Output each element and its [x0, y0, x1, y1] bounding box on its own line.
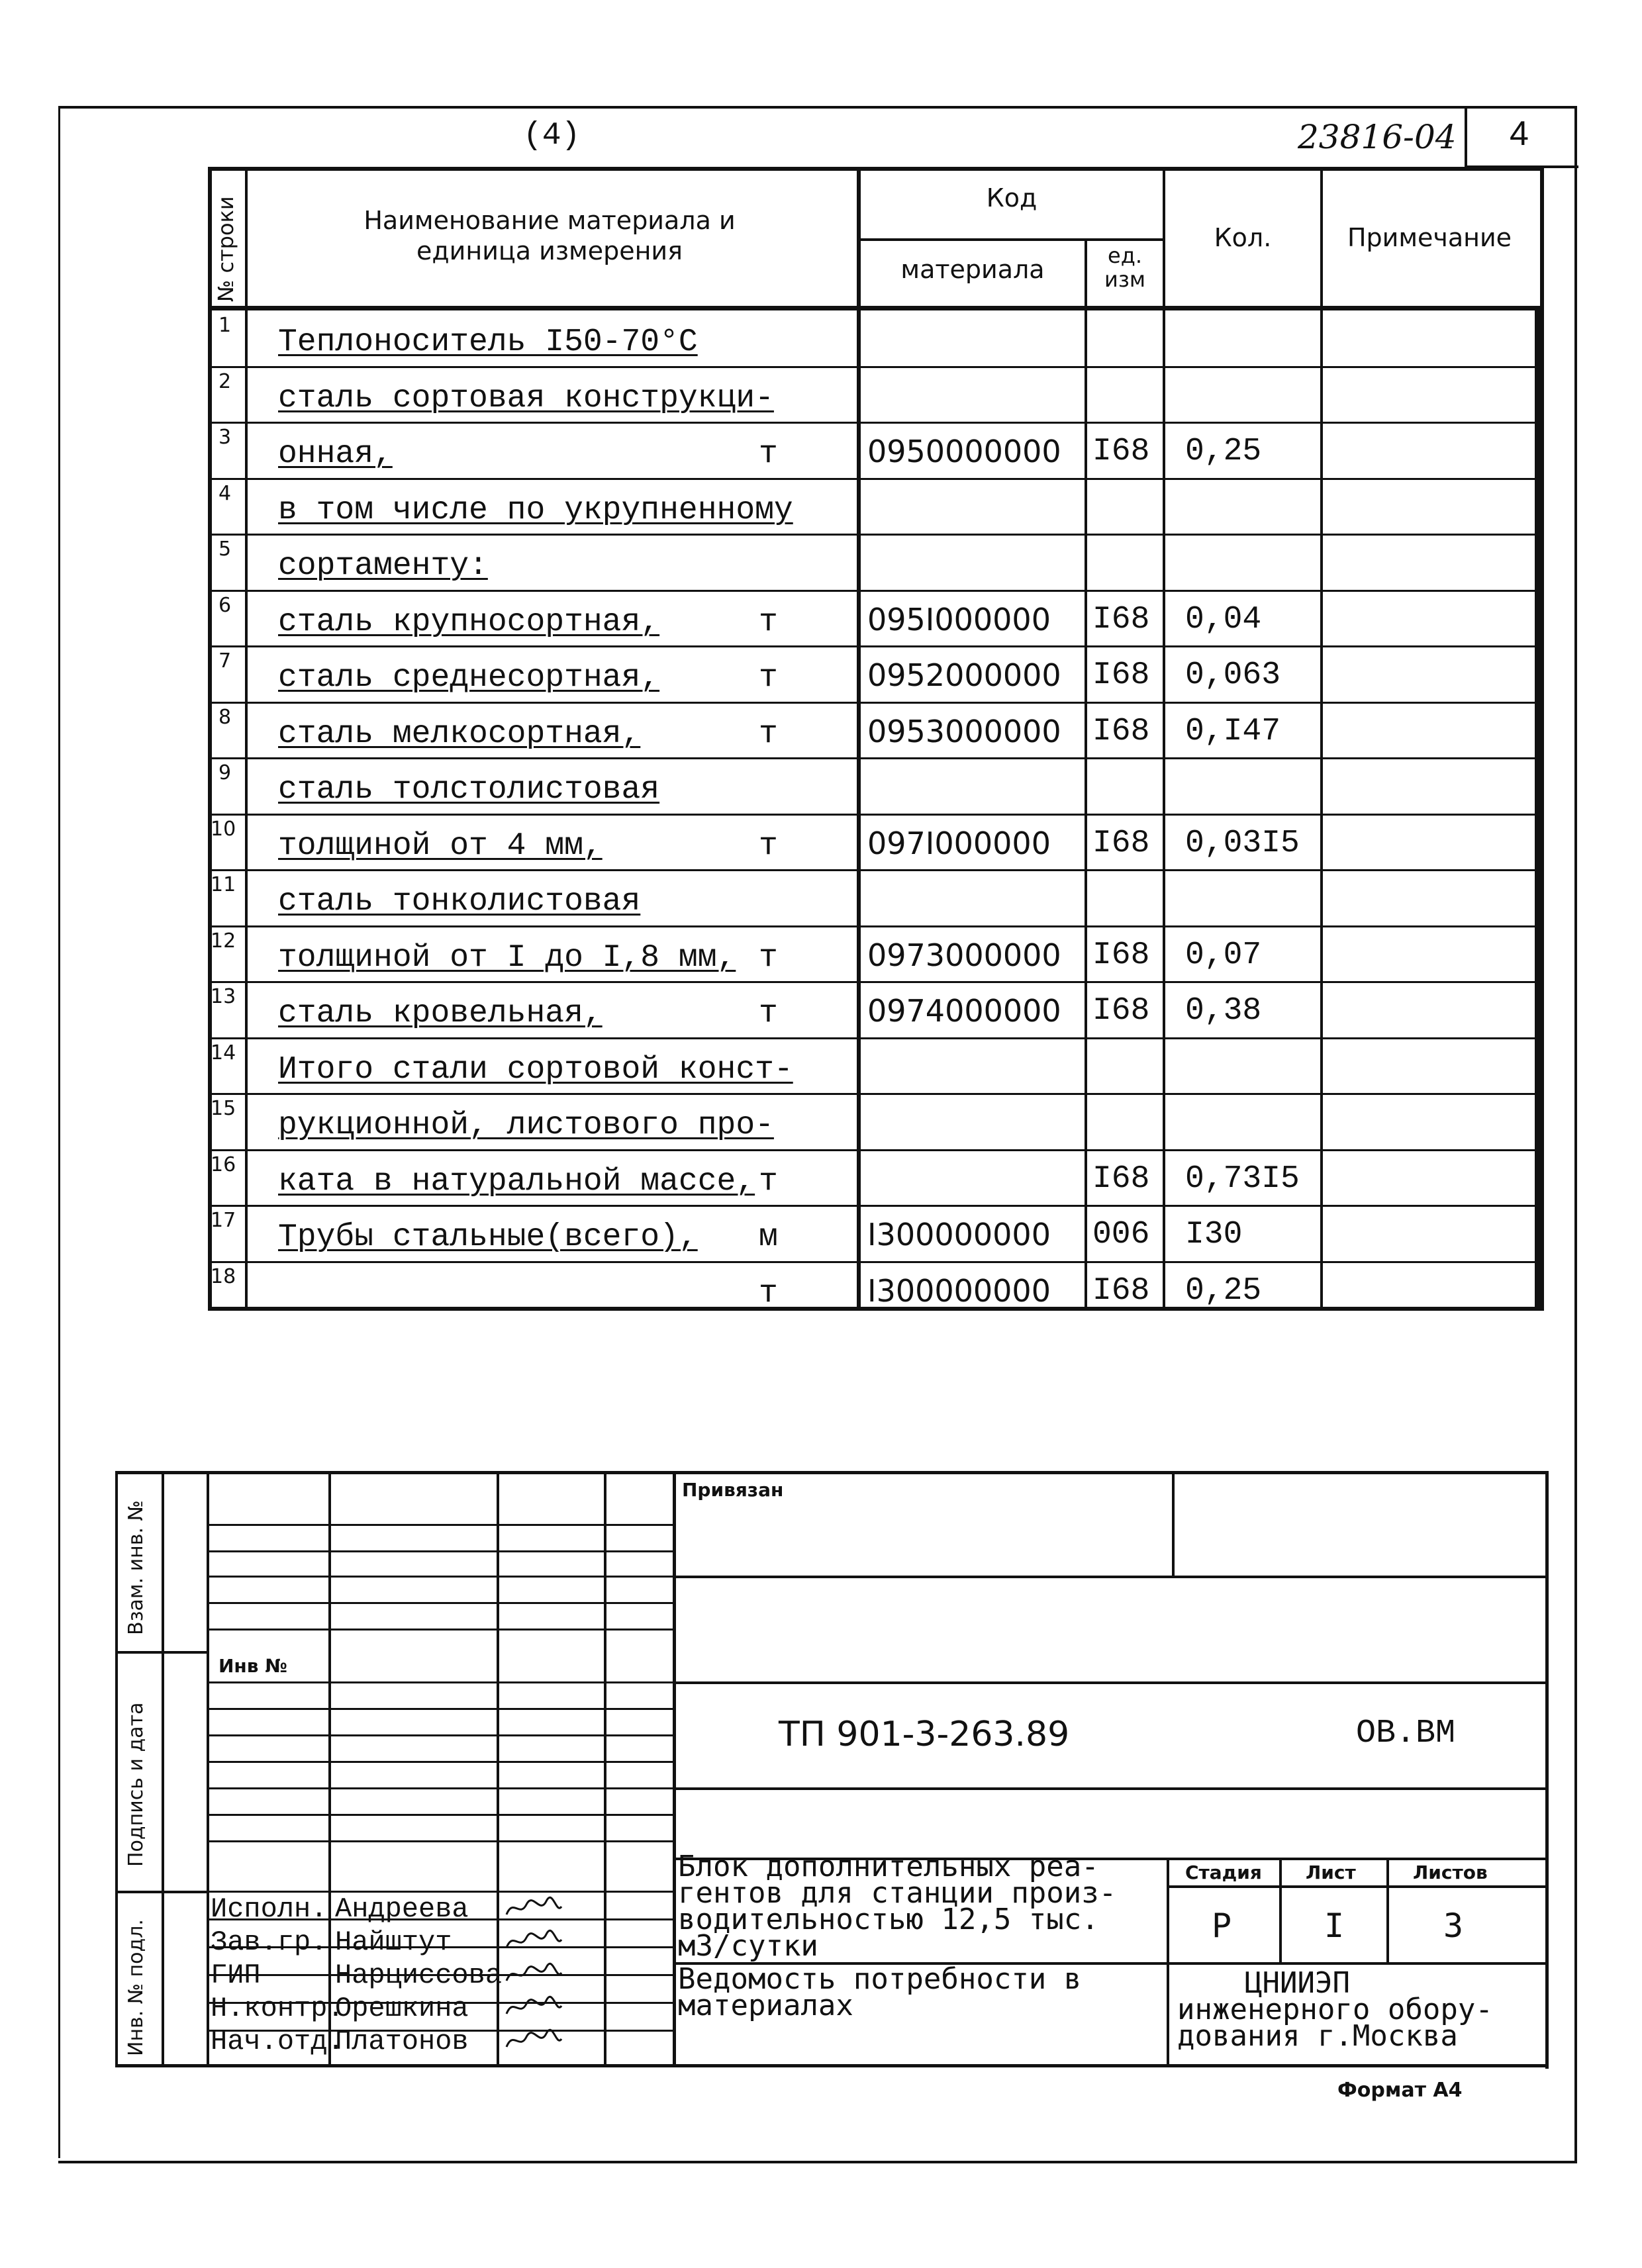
page-frame-left [58, 106, 60, 2158]
sheet-mark: (4) [523, 118, 581, 154]
material-name: сортаменту: [278, 548, 488, 584]
org-line-3: дования г.Москва [1177, 2019, 1458, 2053]
material-code: 0950000000 [867, 434, 1061, 469]
unit-short: т [759, 660, 778, 696]
signature-mark [503, 1961, 563, 1987]
header-qty: Кол. [1214, 223, 1272, 252]
quantity: 0,38 [1185, 993, 1262, 1029]
side-div-2 [115, 1891, 208, 1893]
stamp-left-inner2 [207, 1471, 209, 2065]
row-number: 18 [211, 1264, 236, 1288]
header-note: Примечание [1347, 223, 1512, 252]
row-number: 6 [218, 593, 232, 617]
format-label: Формат А4 [1337, 2079, 1463, 2102]
page-number: 4 [1510, 115, 1529, 153]
row-divider [208, 1205, 1544, 1207]
material-code: 097I000000 [867, 825, 1051, 861]
header-name: Наименование материала и единица измерения [363, 206, 736, 265]
project-code: ТП 901-3-263.89 [779, 1715, 1070, 1754]
signer-name: Орешкина [335, 1993, 469, 2024]
row-number: 14 [211, 1041, 236, 1064]
stamp-grid-line [207, 1787, 673, 1789]
sheets-label: Листов [1413, 1862, 1488, 1883]
material-name: ката в натуральной массе, [278, 1163, 755, 1200]
row-number: 17 [211, 1209, 236, 1232]
row-divider [208, 645, 1544, 647]
stamp-grid-line [207, 1576, 673, 1578]
row-number: 16 [211, 1153, 236, 1176]
signature-mark [503, 1994, 563, 2020]
material-name: сталь среднесортная, [278, 660, 660, 696]
quantity: 0,25 [1185, 1272, 1262, 1309]
stamp-grid-line [207, 1524, 673, 1526]
unit-code: I68 [1092, 657, 1150, 693]
material-name: толщиной от 4 мм, [278, 827, 603, 864]
document-code: 23816-04 [1298, 118, 1457, 156]
unit-short: т [759, 1275, 778, 1311]
row-divider [208, 1093, 1544, 1095]
quantity: 0,03I5 [1185, 825, 1300, 861]
signer-role: Зав.гр. [211, 1926, 328, 1958]
header-code-material: материала [900, 255, 1045, 284]
signer-name: Андреева [335, 1893, 469, 1925]
doc-name-2: материалах [678, 1989, 853, 2022]
header-row-no: № строки [213, 196, 238, 302]
material-code: I300000000 [867, 1217, 1051, 1252]
col-line-2 [857, 167, 861, 1311]
unit-code: I68 [1092, 713, 1150, 749]
stage-col-3 [1386, 1858, 1389, 1962]
stamp-grid-line [207, 1681, 673, 1683]
stage-col-2 [1279, 1858, 1282, 1962]
unit-short: т [759, 716, 778, 752]
quantity: 0,07 [1185, 937, 1262, 973]
stamp-col-d [673, 1471, 676, 2065]
row-divider [208, 925, 1544, 927]
material-name: в том числе по укрупненному [278, 492, 793, 528]
row-number: 2 [218, 369, 232, 393]
title-line-4: м3/сутки [678, 1929, 818, 1963]
quantity: 0,I47 [1185, 713, 1281, 749]
material-name: Трубы стальные(всего), [278, 1219, 698, 1255]
stamp-left-outer [115, 1471, 118, 2065]
material-name: Итого стали сортовой конст- [278, 1051, 793, 1088]
row-number: 8 [218, 705, 232, 729]
row-divider [208, 1149, 1544, 1151]
privyazan-split [1172, 1471, 1175, 1576]
stage-col-1 [1167, 1858, 1169, 2064]
sheets-value: 3 [1443, 1907, 1464, 1945]
material-name: сталь сортовая конструкци- [278, 380, 774, 416]
unit-short: т [759, 1163, 778, 1200]
stamp-grid-line [207, 1602, 673, 1604]
row-divider [208, 1037, 1544, 1039]
material-code: 0974000000 [867, 993, 1061, 1029]
stamp-grid-line [207, 1550, 673, 1552]
stamp-col-c [604, 1471, 606, 2065]
org-line-1: ЦНИИЭП [1245, 1966, 1350, 2000]
row-divider [208, 590, 1544, 592]
unit-code: I68 [1092, 434, 1150, 469]
row-number: 9 [218, 761, 232, 784]
side-vzam: Взам. инв. № [124, 1500, 148, 1635]
row-divider [208, 1261, 1544, 1263]
material-code: 0973000000 [867, 937, 1061, 973]
header-code-unit: ед. изм [1104, 243, 1145, 292]
row-divider [208, 869, 1544, 871]
material-name: рукционной, листового про- [278, 1108, 774, 1143]
material-code: 095I000000 [867, 601, 1051, 638]
quantity: 0,73I5 [1185, 1160, 1300, 1197]
material-name: сталь тонколистовая [278, 884, 641, 920]
inv-no-label: Инв № [218, 1655, 287, 1677]
signer-name: Нарциссова [335, 1960, 503, 1991]
row-divider [208, 757, 1544, 759]
material-name: сталь кровельная, [278, 996, 603, 1031]
stamp-grid-line [207, 1814, 673, 1816]
header-code-split [858, 238, 1164, 241]
row-divider [208, 422, 1544, 424]
org-line-2: инженерного обору- [1177, 1993, 1493, 2026]
stamp-grid-line [207, 1629, 673, 1630]
stamp-r-1 [673, 1576, 1545, 1578]
col-line-4 [1163, 167, 1165, 1311]
material-name: Теплоноситель I50-70°C [278, 324, 698, 360]
side-podpis: Подпись и дата [124, 1702, 148, 1867]
stamp-grid-line [207, 1761, 673, 1763]
row-number: 1 [218, 314, 232, 337]
table-right-thick [1535, 310, 1540, 1311]
unit-code: I68 [1092, 937, 1150, 973]
unit-short: т [759, 436, 778, 472]
title-line-2: гентов для станции произ- [678, 1876, 1117, 1910]
unit-short: т [759, 604, 778, 640]
section-code: ОВ.ВМ [1356, 1715, 1456, 1752]
stage-line-1 [1167, 1885, 1545, 1888]
signer-name: Платонов [335, 2026, 469, 2057]
signature-mark [503, 1928, 563, 1954]
signer-role: Нач.отд. [211, 2026, 344, 2057]
signer-role: ГИП [211, 1960, 261, 1991]
row-divider [208, 534, 1544, 536]
quantity: 0,063 [1185, 657, 1281, 693]
row-number: 3 [218, 426, 232, 449]
unit-code: I68 [1092, 1272, 1150, 1309]
side-inv: Инв. № подл. [124, 1919, 148, 2056]
unit-code: 006 [1092, 1217, 1150, 1252]
material-name: сталь толстолистовая [278, 772, 660, 808]
row-number: 10 [211, 817, 236, 841]
sheet-value: I [1324, 1907, 1345, 1945]
material-name: сталь мелкосортная, [278, 716, 641, 752]
row-number: 4 [218, 481, 232, 505]
stamp-col-a [328, 1471, 331, 2065]
signer-role: Н.контр. [211, 1993, 344, 2024]
privyazan-label: Привязан [682, 1479, 784, 1501]
stamp-grid-line [207, 1734, 673, 1736]
material-name: сталь крупносортная, [278, 604, 660, 640]
material-code: 0953000000 [867, 713, 1061, 749]
unit-short: т [759, 939, 778, 976]
quantity: 0,25 [1185, 434, 1262, 469]
row-number: 7 [218, 649, 232, 673]
stamp-left-inner [162, 1471, 164, 2065]
row-divider [208, 814, 1544, 816]
unit-short: т [759, 827, 778, 864]
header-code: Код [986, 183, 1038, 213]
unit-short: м [759, 1219, 778, 1255]
unit-code: I68 [1092, 1160, 1150, 1197]
row-divider [208, 366, 1544, 368]
row-number: 15 [211, 1097, 236, 1120]
signature-mark [503, 1895, 563, 1921]
stage-label: Стадия [1185, 1862, 1262, 1883]
stage-value: Р [1212, 1907, 1232, 1945]
col-line-5 [1320, 167, 1323, 1311]
signature-mark [503, 2027, 563, 2054]
row-divider [208, 702, 1544, 704]
stamp-grid-line [207, 1708, 673, 1710]
material-code: I300000000 [867, 1272, 1051, 1309]
col-line-1 [245, 167, 248, 1311]
stamp-grid-line [207, 1840, 673, 1842]
material-name: онная, [278, 436, 393, 472]
title-line-1: Блок дополнительных реа- [678, 1850, 1099, 1883]
row-number: 13 [211, 985, 236, 1008]
row-divider [208, 478, 1544, 480]
unit-code: I68 [1092, 825, 1150, 861]
stamp-r-3 [673, 1787, 1545, 1790]
title-line-3: водительностью 12,5 тыс. [678, 1903, 1099, 1936]
unit-code: I68 [1092, 601, 1150, 638]
stamp-grid-line [207, 1891, 673, 1893]
row-number: 12 [211, 929, 236, 953]
signer-name: Найштут [335, 1926, 452, 1958]
stamp-r-2 [673, 1681, 1545, 1684]
row-divider [208, 981, 1544, 983]
material-name: толщиной от I до I,8 мм, [278, 939, 736, 976]
unit-code: I68 [1092, 993, 1150, 1029]
sheet-label: Лист [1306, 1862, 1356, 1883]
header-bottom-line [208, 306, 1544, 310]
signer-role: Исполн. [211, 1893, 328, 1925]
quantity: 0,04 [1185, 601, 1262, 638]
row-number: 5 [218, 538, 232, 561]
quantity: I30 [1185, 1217, 1243, 1252]
material-code: 0952000000 [867, 657, 1061, 693]
side-div-1 [115, 1651, 208, 1654]
doc-name-1: Ведомость потребности в [678, 1962, 1082, 1996]
unit-short: т [759, 996, 778, 1031]
row-number: 11 [211, 873, 236, 896]
